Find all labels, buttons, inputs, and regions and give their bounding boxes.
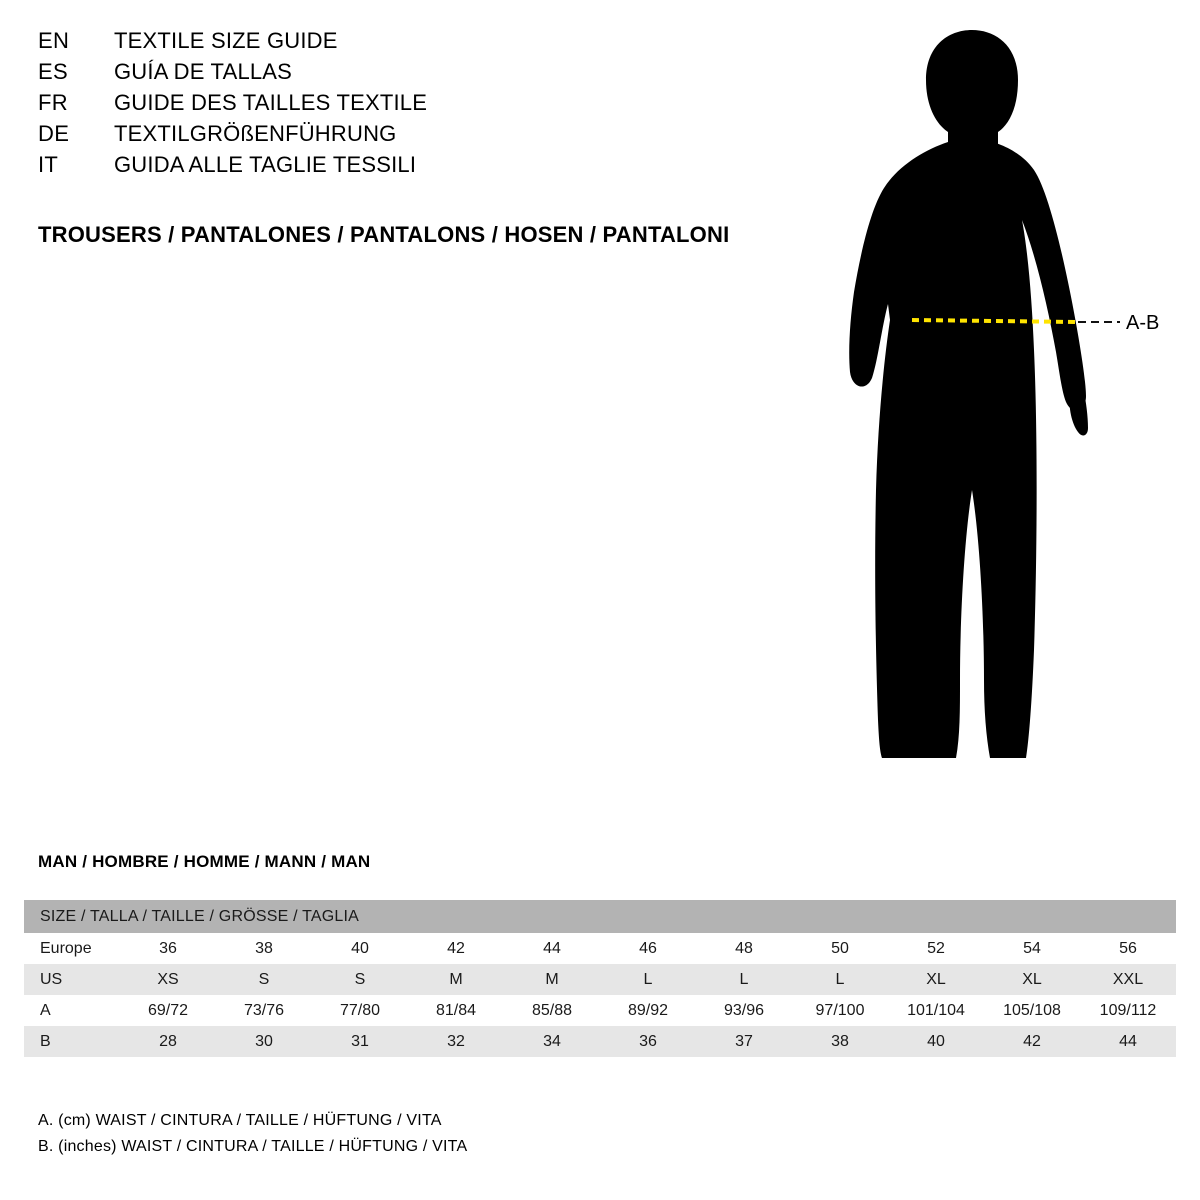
cell-a-9: 105/108 — [984, 995, 1080, 1026]
footnote-b: B. (inches) WAIST / CINTURA / TAILLE / HÜFTUNG / VITA — [38, 1138, 468, 1155]
cell-a-3: 81/84 — [408, 995, 504, 1026]
row-label-europe: Europe — [24, 933, 120, 964]
cell-a-10: 109/112 — [1080, 995, 1176, 1026]
language-row-it — [38, 152, 798, 183]
table-row — [24, 964, 1176, 995]
cell-b-5: 36 — [600, 1026, 696, 1057]
language-text-es: GUÍA DE TALLAS — [114, 59, 293, 84]
cell-a-0: 69/72 — [120, 995, 216, 1026]
language-code-de: DE — [38, 121, 70, 146]
language-row-es — [38, 59, 798, 90]
cell-b-8: 40 — [888, 1026, 984, 1057]
gender-table-heading: MAN / HOMBRE / HOMME / MANN / MAN — [38, 852, 371, 871]
language-row-de — [38, 121, 798, 152]
cell-us-5: L — [600, 964, 696, 995]
table-row — [24, 1026, 1176, 1057]
cell-b-6: 37 — [696, 1026, 792, 1057]
cell-us-10: XXL — [1080, 964, 1176, 995]
cell-b-4: 34 — [504, 1026, 600, 1057]
language-code-en: EN — [38, 28, 70, 53]
language-title-block — [38, 28, 798, 183]
row-label-b: B — [24, 1026, 120, 1057]
cell-europe-4: 44 — [504, 933, 600, 964]
cell-europe-9: 54 — [984, 933, 1080, 964]
cell-a-1: 73/76 — [216, 995, 312, 1026]
cell-b-7: 38 — [792, 1026, 888, 1057]
language-text-it: GUIDA ALLE TAGLIE TESSILI — [114, 152, 417, 177]
cell-us-4: M — [504, 964, 600, 995]
cell-europe-10: 56 — [1080, 933, 1176, 964]
cell-b-3: 32 — [408, 1026, 504, 1057]
cell-a-5: 89/92 — [600, 995, 696, 1026]
language-text-en: TEXTILE SIZE GUIDE — [114, 28, 338, 53]
row-label-a: A — [24, 995, 120, 1026]
cell-europe-2: 40 — [312, 933, 408, 964]
table-header-row — [24, 900, 1176, 933]
size-table — [24, 900, 1176, 1057]
cell-europe-0: 36 — [120, 933, 216, 964]
cell-us-1: S — [216, 964, 312, 995]
cell-europe-1: 38 — [216, 933, 312, 964]
cell-b-0: 28 — [120, 1026, 216, 1057]
cell-us-6: L — [696, 964, 792, 995]
language-code-it: IT — [38, 152, 59, 177]
cell-a-8: 101/104 — [888, 995, 984, 1026]
cell-europe-5: 46 — [600, 933, 696, 964]
footnotes — [38, 1108, 467, 1160]
cell-us-0: XS — [120, 964, 216, 995]
language-code-fr: FR — [38, 90, 68, 115]
cell-a-7: 97/100 — [792, 995, 888, 1026]
silhouette-shape — [849, 30, 1088, 758]
language-code-es: ES — [38, 59, 68, 84]
cell-europe-8: 52 — [888, 933, 984, 964]
row-label-us: US — [24, 964, 120, 995]
body-silhouette-figure — [820, 20, 1200, 810]
language-text-fr: GUIDE DES TAILLES TEXTILE — [114, 90, 428, 115]
language-row-en — [38, 28, 798, 59]
language-text-de: TEXTILGRÖßENFÜHRUNG — [114, 121, 397, 146]
cell-b-2: 31 — [312, 1026, 408, 1057]
cell-a-2: 77/80 — [312, 995, 408, 1026]
table-header-label: SIZE / TALLA / TAILLE / GRÖSSE / TAGLIA — [24, 900, 1176, 933]
cell-b-1: 30 — [216, 1026, 312, 1057]
cell-us-7: L — [792, 964, 888, 995]
cell-us-8: XL — [888, 964, 984, 995]
waist-measure-label: A-B — [1126, 312, 1160, 334]
table-row — [24, 933, 1176, 964]
garment-type-title: TROUSERS / PANTALONES / PANTALONS / HOSEN / PANTALONI — [38, 222, 730, 247]
cell-us-9: XL — [984, 964, 1080, 995]
cell-europe-7: 50 — [792, 933, 888, 964]
cell-a-4: 85/88 — [504, 995, 600, 1026]
cell-europe-6: 48 — [696, 933, 792, 964]
cell-b-10: 44 — [1080, 1026, 1176, 1057]
footnote-a: A. (cm) WAIST / CINTURA / TAILLE / HÜFTUNG / VITA — [38, 1112, 442, 1129]
language-row-fr — [38, 90, 798, 121]
cell-b-9: 42 — [984, 1026, 1080, 1057]
cell-a-6: 93/96 — [696, 995, 792, 1026]
table-row — [24, 995, 1176, 1026]
cell-us-3: M — [408, 964, 504, 995]
cell-europe-3: 42 — [408, 933, 504, 964]
cell-us-2: S — [312, 964, 408, 995]
